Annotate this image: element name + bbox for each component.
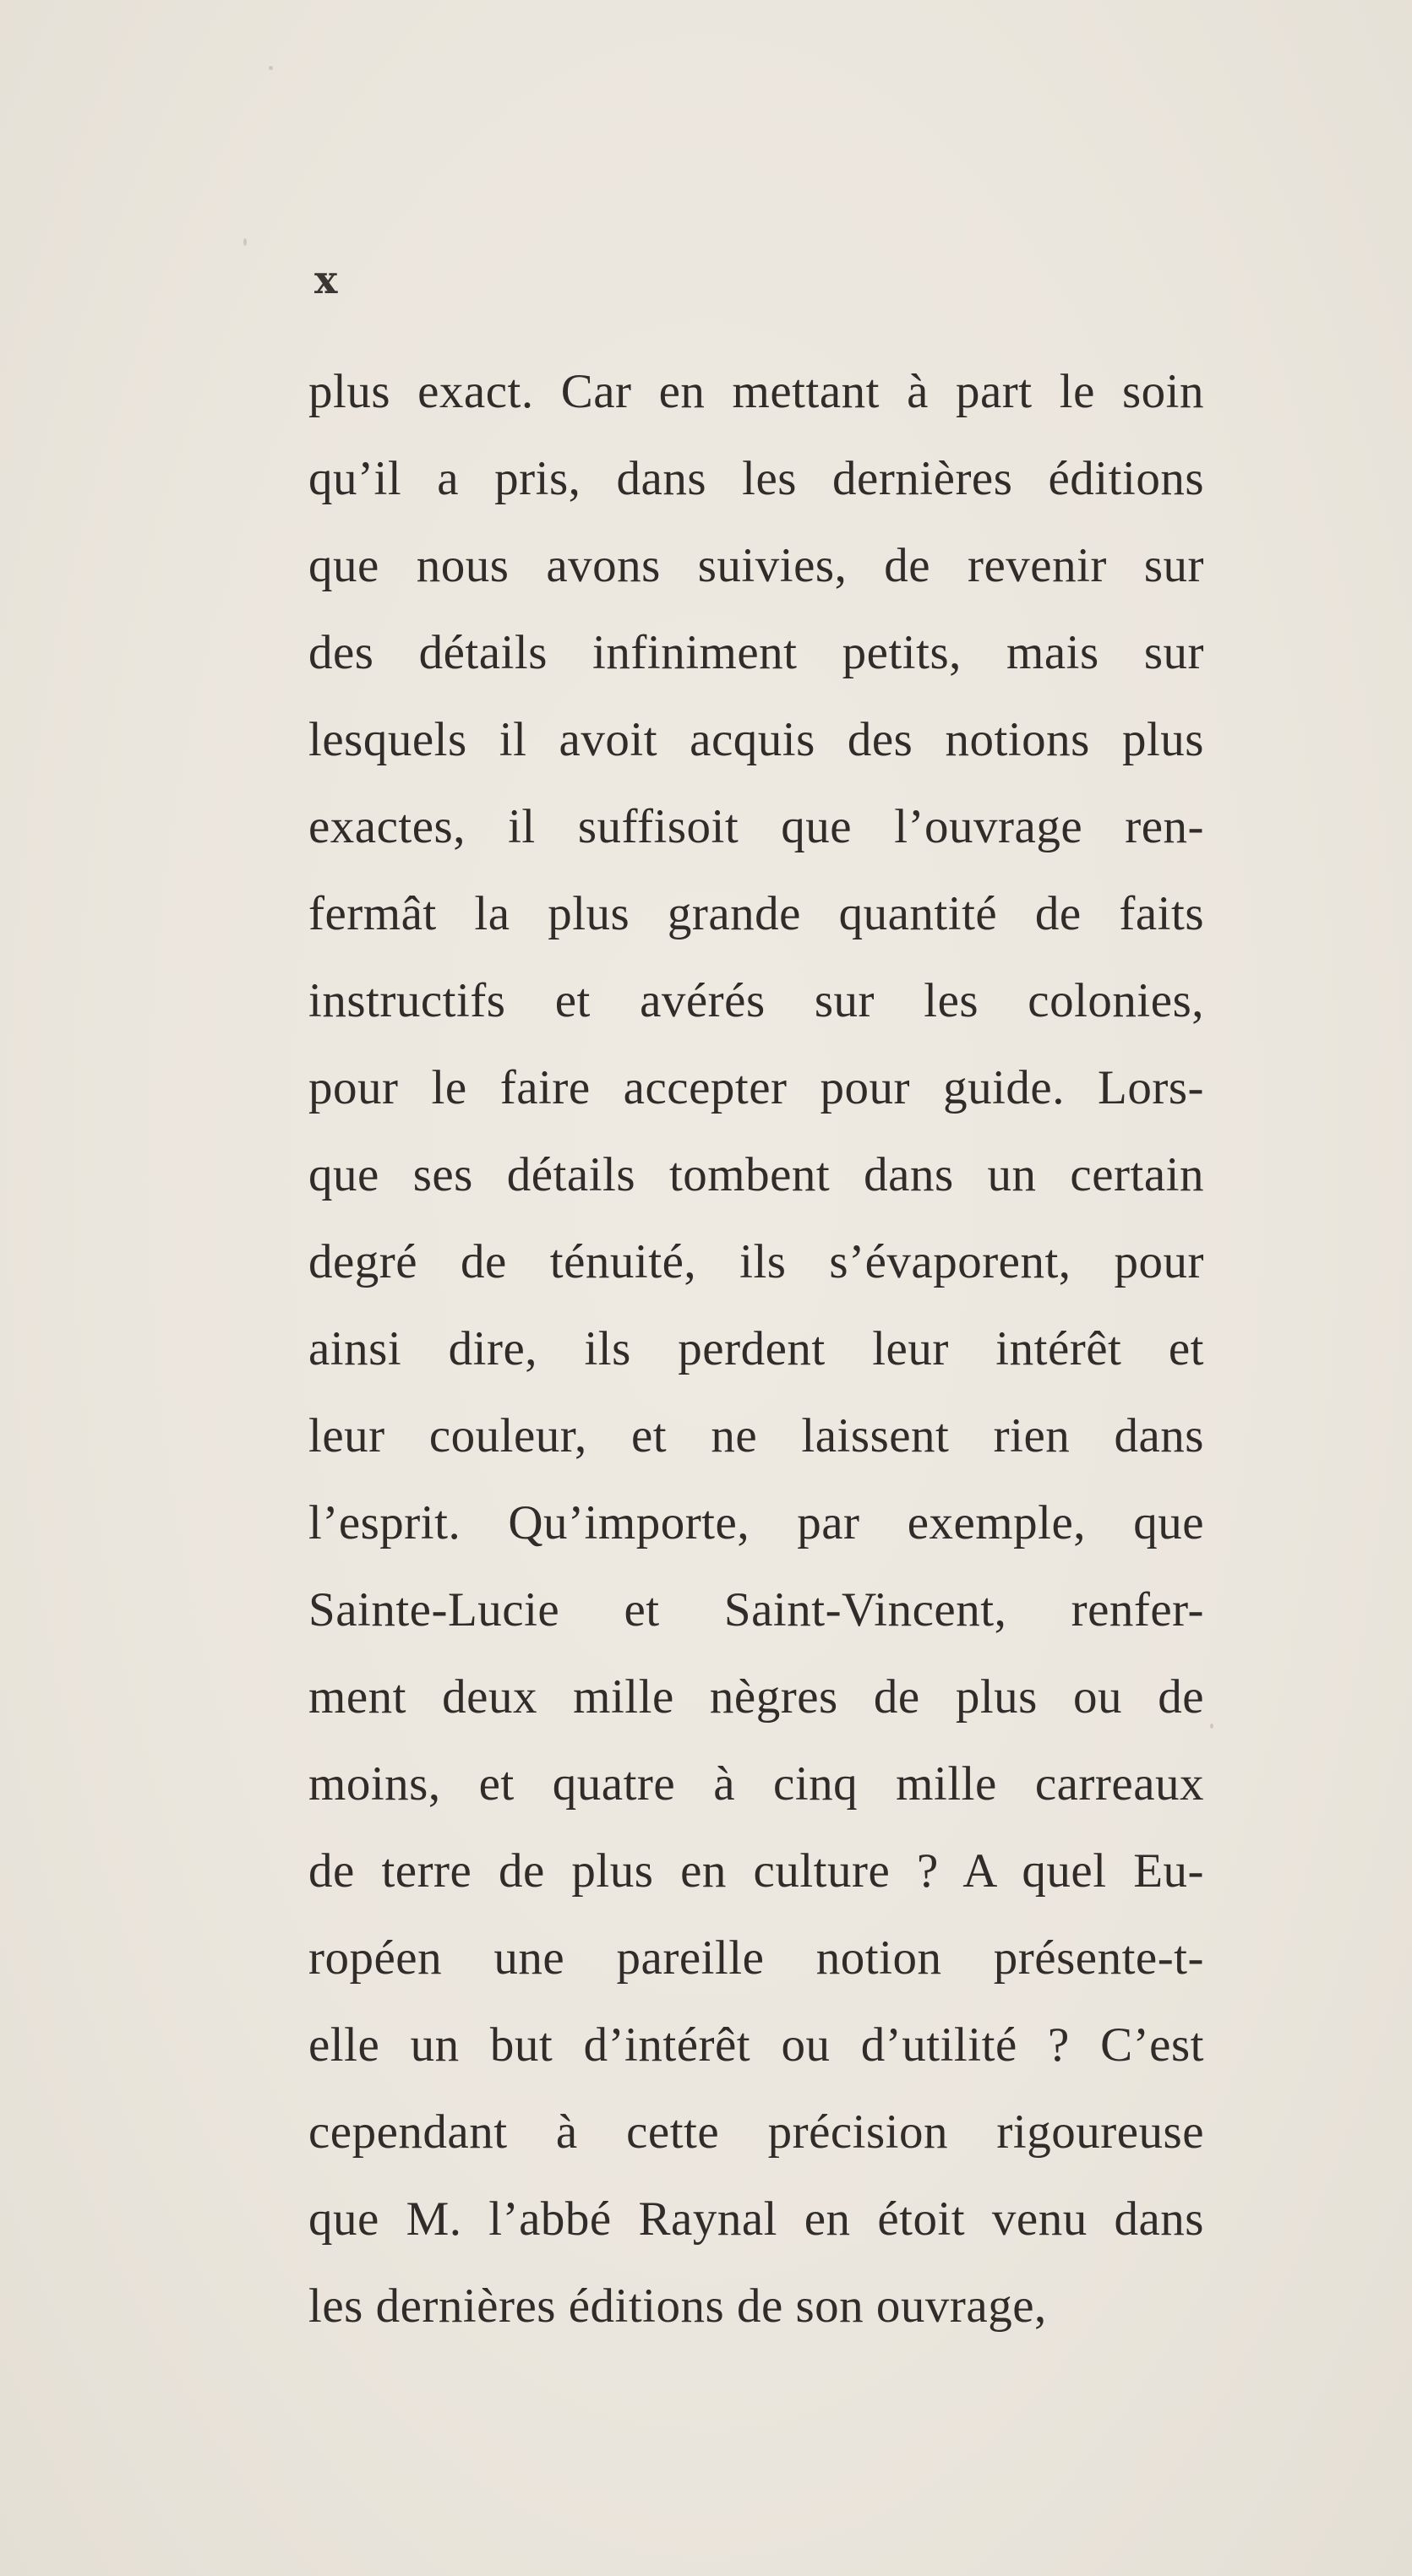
text-line: que nous avons suivies, de revenir sur bbox=[308, 539, 1204, 592]
paper-speck bbox=[1210, 1724, 1213, 1729]
text-line: qu’il a pris, dans les dernières éditions bbox=[308, 452, 1204, 505]
text-line: leur couleur, et ne laissent rien dans bbox=[308, 1409, 1204, 1462]
text-line: pour le faire accepter pour guide. Lors- bbox=[308, 1061, 1204, 1114]
text-line: instructifs et avérés sur les colonies, bbox=[308, 974, 1204, 1027]
text-line: des détails infiniment petits, mais sur bbox=[308, 626, 1204, 679]
text-line: ainsi dire, ils perdent leur intérêt et bbox=[308, 1322, 1204, 1375]
paper-speck bbox=[243, 238, 247, 246]
text-line: exactes, il suffisoit que l’ouvrage ren- bbox=[308, 800, 1204, 853]
text-line: que ses détails tombent dans un certain bbox=[308, 1148, 1204, 1201]
text-line: l’esprit. Qu’importe, par exemple, que bbox=[308, 1496, 1204, 1549]
text-line: les dernières éditions de son ouvrage, bbox=[308, 2279, 1047, 2333]
text-line: elle un but d’intérêt ou d’utilité ? C’est bbox=[308, 2018, 1204, 2072]
text-line: que M. l’abbé Raynal en étoit venu dans bbox=[308, 2192, 1204, 2246]
text-line: de terre de plus en culture ? A quel Eu- bbox=[308, 1844, 1204, 1898]
page-mark: x bbox=[314, 257, 338, 302]
text-line: plus exact. Car en mettant à part le soin bbox=[308, 365, 1204, 418]
text-line: ment deux mille nègres de plus ou de bbox=[308, 1670, 1204, 1724]
paper-speck bbox=[269, 66, 273, 70]
text-line: degré de ténuité, ils s’évaporent, pour bbox=[308, 1235, 1204, 1288]
text-line: lesquels il avoit acquis des notions plus bbox=[308, 713, 1204, 766]
text-line: moins, et quatre à cinq mille carreaux bbox=[308, 1757, 1204, 1811]
text-line: fermât la plus grande quantité de faits bbox=[308, 887, 1204, 940]
text-line: ropéen une pareille notion présente-t- bbox=[308, 1931, 1204, 1985]
text-line: cependant à cette précision rigoureuse bbox=[308, 2105, 1204, 2159]
body-text bbox=[308, 348, 1204, 2350]
text-line: Sainte-Lucie et Saint-Vincent, renfer- bbox=[308, 1583, 1204, 1637]
